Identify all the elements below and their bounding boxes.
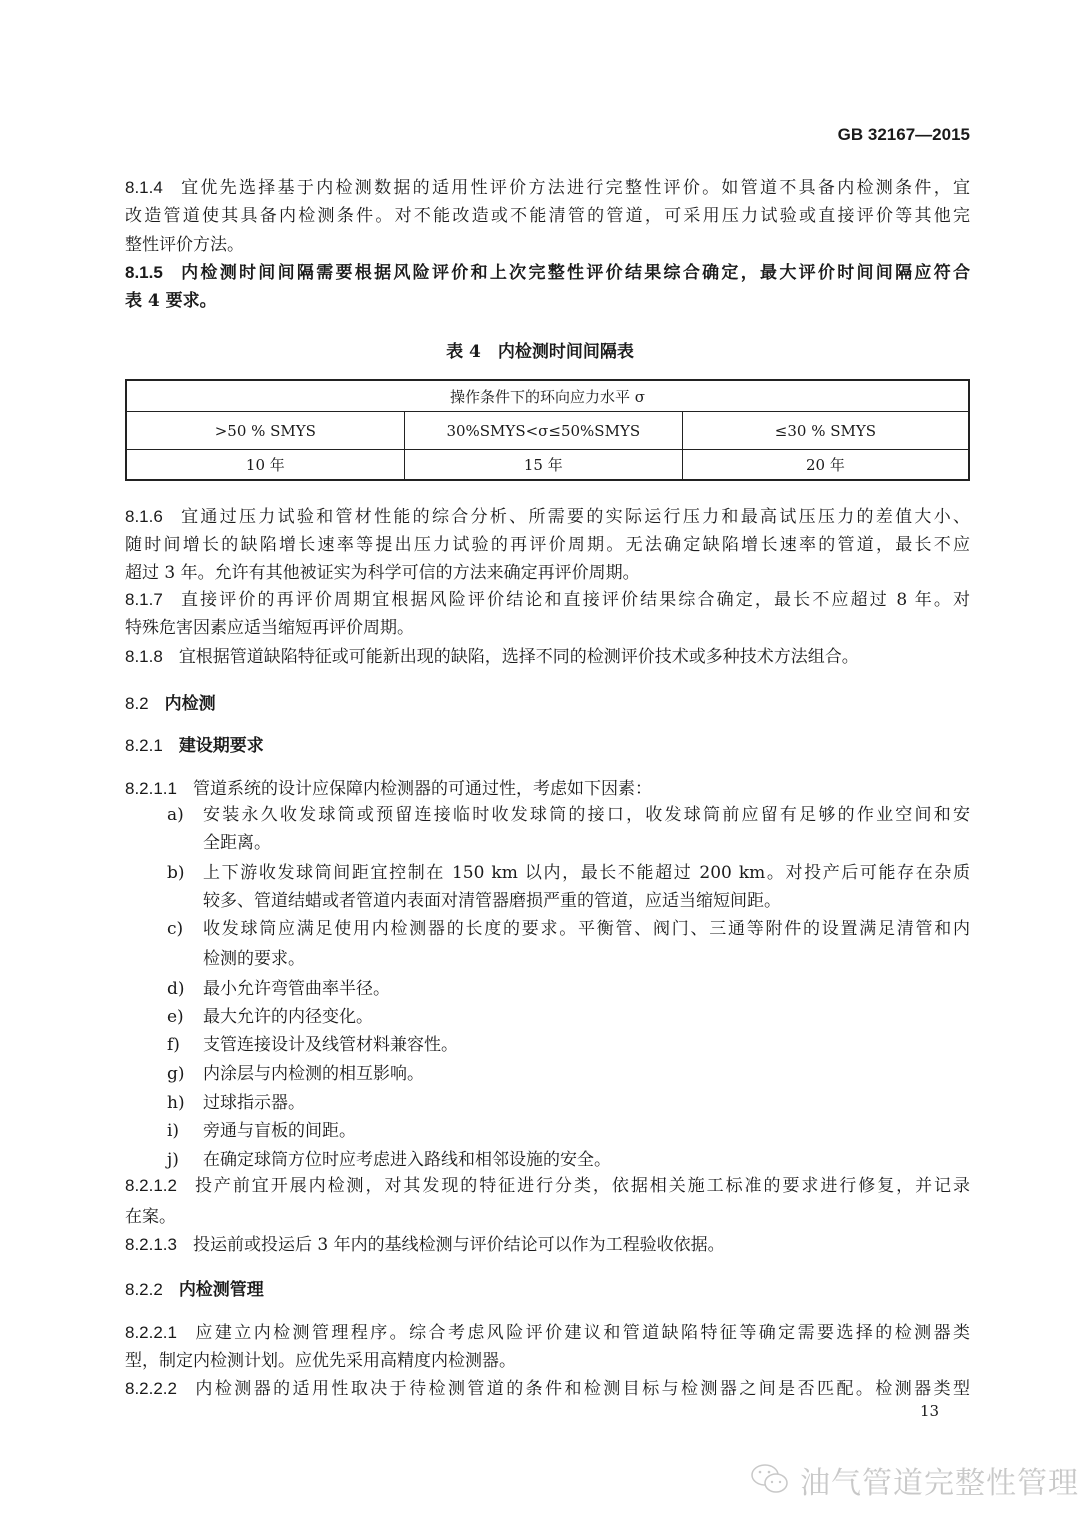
clause-8-1-8	[125, 644, 970, 670]
clause-text-line: 超过 3 年。允许有其他被证实为科学可信的方法来确定再评价周期。	[125, 563, 640, 583]
list-item: 收发球筒应满足使用内检测器的长度的要求。平衡管、阀门、三通等附件的设置满足清管和内	[203, 919, 970, 939]
list-item-continuation: 全距离。	[203, 833, 271, 853]
list-item-label: h)	[167, 1093, 185, 1113]
table-title: 表 4 内检测时间间隔表	[446, 342, 634, 362]
section-title: 内检测	[164, 694, 216, 714]
list-item: 在确定球筒方位时应考虑进入路线和相邻设施的安全。	[203, 1150, 611, 1170]
table-column-header: 30%SMYS<σ≤50%SMYS	[404, 412, 682, 450]
clause-number: 8.2.1.3	[125, 1235, 177, 1254]
list-item-label: c)	[167, 919, 184, 939]
clause-8-1-6	[125, 504, 970, 530]
table-cell: 10 年	[126, 450, 404, 481]
clause-8-2-2-1	[125, 1320, 970, 1346]
clause-number: 8.1.6	[125, 507, 163, 526]
list-item-continuation: 检测的要求。	[203, 949, 305, 969]
list-item-label: f)	[167, 1035, 180, 1055]
standard-code-header: GB 32167—2015	[837, 125, 970, 144]
clause-text-line: 整性评价方法。	[125, 235, 244, 255]
clause-text-line: 改造管道使其具备内检测条件。对不能改造或不能清管的管道，可采用压力试验或直接评价等其他完	[125, 206, 970, 226]
clause-text: 内检测器的适用性取决于待检测管道的条件和检测目标与检测器之间是否匹配。检测器类型	[193, 1379, 970, 1399]
list-item-label: d)	[167, 979, 185, 999]
clause-8-1-4	[125, 175, 970, 201]
clause-text-line: 随时间增长的缺陷增长速率等提出压力试验的再评价周期。无法确定缺陷增长速率的管道，最长不应	[125, 535, 970, 555]
clause-number: 8.1.5	[125, 263, 163, 282]
section-number: 8.2	[125, 694, 149, 713]
clause-8-2-2-2	[125, 1376, 970, 1402]
list-item-label: i)	[167, 1121, 180, 1141]
table-header: 操作条件下的环向应力水平 σ	[126, 380, 969, 412]
clause-8-1-7	[125, 587, 970, 613]
watermark-text: 油气管道完整性管理	[800, 1467, 1079, 1500]
table-column-header: >50 % SMYS	[126, 412, 404, 450]
section-8-2-1-heading	[125, 733, 970, 759]
inspection-interval-table	[125, 379, 970, 481]
list-item: 最小允许弯管曲率半径。	[203, 979, 390, 999]
clause-text: 宜优先选择基于内检测数据的适用性评价方法进行完整性评价。如管道不具备内检测条件，宜	[178, 178, 970, 198]
list-item-label: j)	[167, 1150, 179, 1170]
table-cell: 15 年	[404, 450, 682, 481]
clause-number: 8.2.1.2	[125, 1176, 177, 1195]
clause-8-2-1-1	[125, 776, 970, 802]
clause-number: 8.2.2.1	[125, 1323, 177, 1342]
clause-text-line: 表 4 要求。	[125, 291, 217, 311]
list-item: 旁通与盲板的间距。	[203, 1121, 356, 1141]
list-item-label: a)	[167, 805, 184, 825]
clause-text: 内检测时间间隔需要根据风险评价和上次完整性评价结果综合确定，最大评价时间间隔应符合	[178, 263, 970, 283]
clause-text: 投运前或投运后 3 年内的基线检测与评价结论可以作为工程验收依据。	[193, 1235, 725, 1255]
clause-text: 宜根据管道缺陷特征或可能新出现的缺陷，选择不同的检测评价技术或多种技术方法组合。	[178, 647, 859, 667]
page-number: 13	[920, 1402, 940, 1420]
clause-number: 8.1.8	[125, 647, 163, 666]
clause-text-line: 型，制定内检测计划。应优先采用高精度内检测器。	[125, 1351, 516, 1371]
clause-number: 8.2.1.1	[125, 779, 177, 798]
clause-text: 宜通过压力试验和管材性能的综合分析、所需要的实际运行压力和最高试压压力的差值大小、	[178, 507, 970, 527]
section-title: 建设期要求	[178, 736, 264, 756]
clause-8-1-5	[125, 260, 970, 286]
clause-text: 直接评价的再评价周期宜根据风险评价结论和直接评价结果综合确定，最长不应超过 8 年。对	[178, 590, 970, 610]
clause-number: 8.1.7	[125, 590, 163, 609]
section-8-2-2-heading	[125, 1277, 970, 1303]
clause-8-2-1-2	[125, 1173, 970, 1199]
list-item-label: g)	[167, 1064, 185, 1084]
clause-text-line: 在案。	[125, 1207, 176, 1227]
list-item: 安装永久收发球筒或预留连接临时收发球筒的接口，收发球筒前应留有足够的作业空间和安	[203, 805, 970, 825]
list-item: 上下游收发球筒间距宜控制在 150 km 以内，最长不能超过 200 km。对投产后可能存在杂质	[203, 863, 970, 883]
list-item: 支管连接设计及线管材料兼容性。	[203, 1035, 458, 1055]
list-item: 最大允许的内径变化。	[203, 1007, 373, 1027]
clause-text-line: 特殊危害因素应适当缩短再评价周期。	[125, 618, 414, 638]
list-item-label: b)	[167, 863, 185, 883]
section-number: 8.2.2	[125, 1280, 163, 1299]
list-item-continuation: 较多、管道结蜡或者管道内表面对清管器磨损严重的管道，应适当缩短间距。	[203, 891, 781, 911]
clause-number: 8.1.4	[125, 178, 163, 197]
clause-8-2-1-3	[125, 1232, 970, 1258]
section-8-2-heading	[125, 691, 970, 717]
clause-text: 投产前宜开展内检测，对其发现的特征进行分类，依据相关施工标准的要求进行修复，并记录	[193, 1176, 970, 1196]
table-column-header: ≤30 % SMYS	[682, 412, 969, 450]
list-item: 过球指示器。	[203, 1093, 305, 1113]
table-cell: 20 年	[682, 450, 969, 481]
list-item: 内涂层与内检测的相互影响。	[203, 1064, 424, 1084]
section-number: 8.2.1	[125, 736, 163, 755]
section-title: 内检测管理	[178, 1280, 264, 1300]
list-item-label: e)	[167, 1007, 184, 1027]
clause-text: 应建立内检测管理程序。综合考虑风险评价建议和管道缺陷特征等确定需要选择的检测器类	[193, 1323, 970, 1343]
clause-text: 管道系统的设计应保障内检测器的可通过性，考虑如下因素：	[193, 779, 652, 799]
clause-number: 8.2.2.2	[125, 1379, 177, 1398]
wechat-icon	[750, 1462, 790, 1496]
